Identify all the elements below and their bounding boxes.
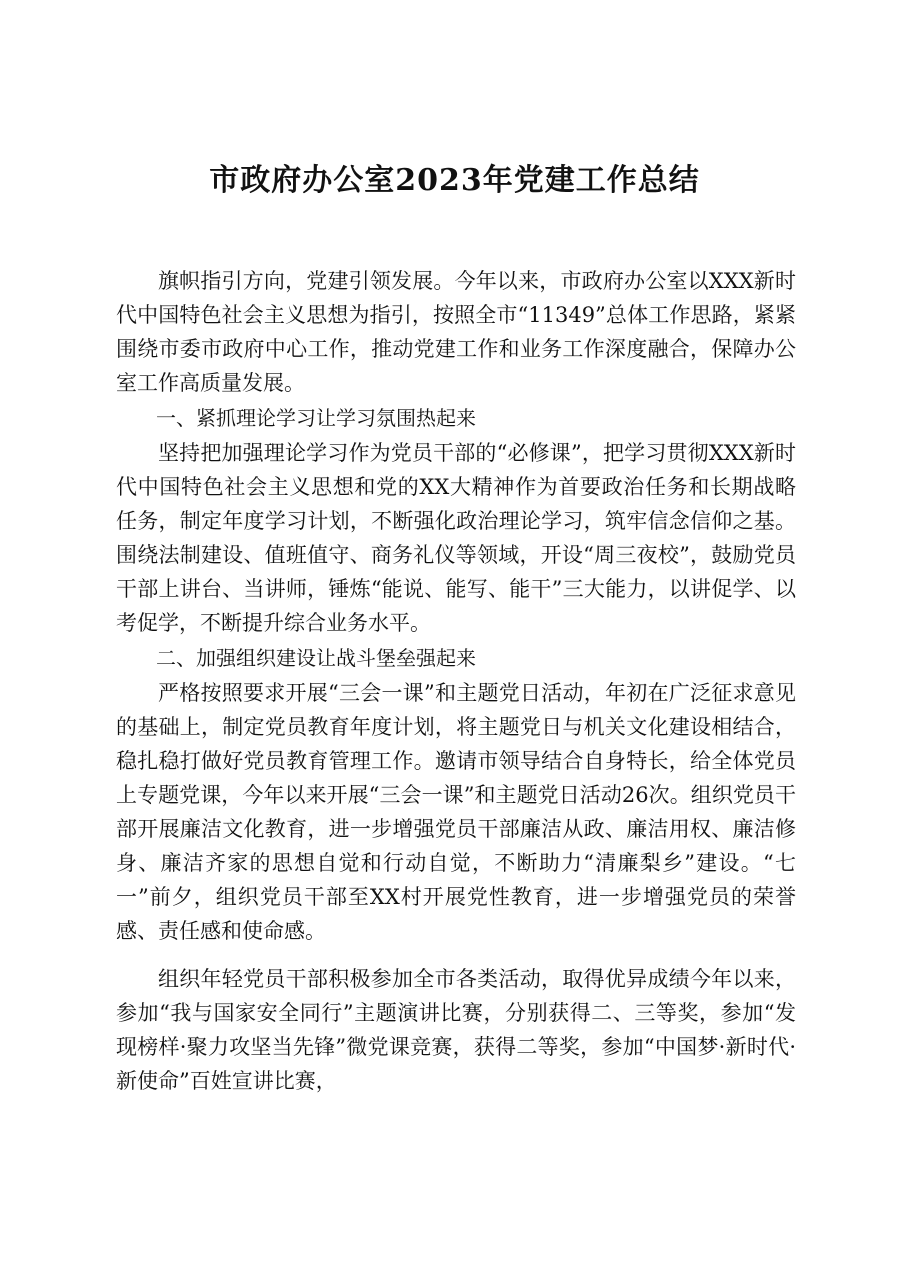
document-title: 市政府办公室2023年党建工作总结	[209, 163, 700, 198]
document-body	[116, 264, 796, 1098]
section-2-heading: 二、加强组织建设让战斗堡垒强起来	[156, 646, 476, 670]
section-1-paragraph: 坚持把加强理论学习作为党员干部的“必修课”，把学习贯彻XXX新时代中国特色社会主义思想和党的XX大精神作为首要政治任务和长期战略任务，制定年度学习计划，不断强化政治理论学习，筑牢信念信仰之基。围绕法制建设、值班值守、商务礼仪等领域，开设“周三夜校”，鼓励党员干部上讲台、当讲师，锤炼“能说、能写、能干”三大能力，以讲促学、以考促学，不断提升综合业务水平。	[116, 441, 796, 635]
section-2-paragraph-1: 严格按照要求开展“三会一课”和主题党日活动，年初在广泛征求意见的基础上，制定党员教育年度计划，将主题党日与机关文化建设相结合，稳扎稳打做好党员教育管理工作。邀请市领导结合自身特长，给全体党员上专题党课，今年以来开展“三会一课”和主题党日活动26次。组织党员干部开展廉洁文化教育，进一步增强党员干部廉洁从政、廉洁用权、廉洁修身、廉洁齐家的思想自觉和行动自觉，不断助力“清廉梨乡”建设。“七一”前夕，组织党员干部至XX村开展党性教育，进一步增强党员的荣誉感、责任感和使命感。	[116, 681, 796, 943]
section-2-paragraph-2: 组织年轻党员干部积极参加全市各类活动，取得优异成绩今年以来，参加“我与国家安全同行”主题演讲比赛，分别获得二、三等奖，参加“发现榜样·聚力攻坚当先锋”微党课竞赛，获得二等奖，参加“中国梦·新时代·新使命”百姓宣讲比赛，	[116, 967, 796, 1093]
intro-paragraph: 旗帜指引方向，党建引领发展。今年以来，市政府办公室以XXX新时代中国特色社会主义思想为指引，按照全市“11349”总体工作思路，紧紧围绕市委市政府中心工作，推动党建工作和业务工作深度融合，保障办公室工作高质量发展。	[116, 269, 796, 395]
section-1-heading: 一、紧抓理论学习让学习氛围热起来	[156, 406, 476, 430]
